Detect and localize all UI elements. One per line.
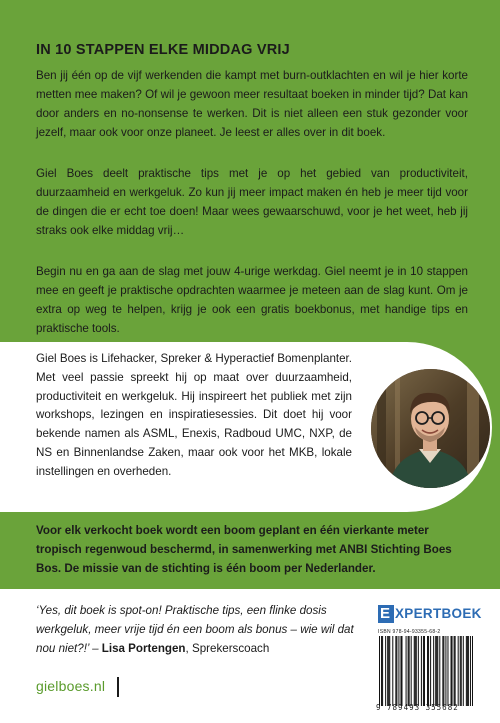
barcode-bar	[421, 636, 422, 706]
barcode-bar	[433, 636, 434, 706]
barcode-bar	[389, 636, 390, 706]
barcode-bar	[388, 636, 389, 706]
barcode-bar	[387, 636, 388, 706]
barcode-bar	[458, 636, 459, 706]
back-cover-title: IN 10 STAPPEN ELKE MIDDAG VRIJ	[36, 42, 290, 58]
barcode-bar	[408, 636, 409, 706]
barcode-bar	[401, 636, 402, 706]
barcode-bar	[452, 636, 453, 706]
author-tips-paragraph: Giel Boes deelt praktische tips met je op het gebied van productiviteit, duurzaamheid en werkgeluk. Zo kun jij meer impact maken én heb je meer tijd voor de dingen die er echt toe doen! Maar wees gewaarschuwd, voor je het weet, heb jij straks ook elke middag vrij…	[36, 167, 468, 237]
barcode-digits: 9 789493 355682	[376, 703, 459, 712]
author-bio-section	[0, 342, 500, 512]
barcode-bar	[423, 636, 424, 706]
barcode-bar	[451, 636, 452, 706]
publisher-logo-initial: E	[380, 605, 391, 622]
publisher-logo-text: XPERTBOEK	[395, 606, 482, 621]
barcode-bar	[398, 636, 399, 706]
barcode-bar	[447, 636, 448, 706]
barcode-bar	[382, 636, 383, 706]
barcode-bar	[400, 636, 401, 706]
isbn-barcode	[379, 636, 473, 706]
barcode-bar	[424, 636, 425, 706]
barcode-bar	[411, 636, 412, 706]
barcode-bar	[428, 636, 429, 706]
barcode-bar	[437, 636, 438, 706]
author-photo-illustration	[371, 369, 490, 488]
barcode-bar	[435, 636, 436, 706]
author-portrait	[371, 369, 490, 488]
barcode-bar	[463, 636, 464, 706]
barcode-bar	[414, 636, 415, 706]
barcode-bar	[427, 636, 428, 706]
barcode-bar	[460, 636, 461, 706]
website-link[interactable]: gielboes.nl	[36, 678, 106, 694]
isbn-label: ISBN 978-94-93355-68-2	[378, 629, 441, 635]
barcode-bar	[406, 636, 407, 706]
barcode-bar	[415, 636, 416, 706]
barcode-bar	[385, 636, 386, 706]
barcode-bar	[436, 636, 437, 706]
barcode-bar	[379, 636, 380, 706]
barcode-bar	[418, 636, 419, 706]
barcode-bar	[381, 636, 382, 706]
barcode-bar	[439, 636, 440, 706]
quote-text: ‘Yes, dit boek is spot-on! Praktische tips, een flinke dosis werkgeluk, meer vrije tijd én een boom als bonus – wie wil dat nou niet?!’ –	[36, 604, 354, 655]
call-to-action-paragraph: Begin nu en ga aan de slag met jouw 4-urige werkdag. Giel neemt je in 10 stappen mee en geeft je praktische opdrachten waarmee je meteen aan de slag kunt. Om je extra op weg te helpen, krijg je ook een gratis boekbonus, met handige tips en praktische tools.	[36, 265, 468, 335]
quote-author-role: , Sprekerscoach	[185, 642, 270, 655]
barcode-bar	[455, 636, 456, 706]
barcode-bar	[395, 636, 396, 706]
barcode-bar	[454, 636, 455, 706]
barcode-bar	[430, 636, 431, 706]
barcode-bar	[467, 636, 468, 706]
author-bio-card	[0, 342, 492, 512]
barcode-bar	[442, 636, 443, 706]
publisher-logo	[378, 605, 482, 623]
website-divider	[117, 677, 119, 697]
publisher-logo-box	[378, 605, 394, 623]
barcode-bar	[392, 636, 393, 706]
barcode-bar	[468, 636, 469, 706]
barcode-bar	[443, 636, 444, 706]
barcode-bar	[466, 636, 467, 706]
tree-mission-statement: Voor elk verkocht boek wordt een boom geplant en één vierkante meter tropisch regenwoud beschermd, in samenwerking met ANBI Stichting Boes Bos. De missie van de stichting is één boom per Nederlander.	[36, 524, 452, 575]
barcode-bar	[461, 636, 462, 706]
testimonial-quote	[36, 601, 356, 658]
barcode-bar	[409, 636, 410, 706]
barcode-bar	[470, 636, 471, 706]
intro-paragraph: Ben jij één op de vijf werkenden die kampt met burn-outklachten en wil je hier korte metten mee maken? Of wil je gewoon meer resultaat boeken in minder tijd? Dat kan door anders en no-nonsense te werken. Dit is niet alleen een stuk gezonder voor jezelf, maar ook voor onze planeet. Je leest er alles over in dit boek.	[36, 69, 468, 139]
quote-author: Lisa Portengen	[101, 642, 186, 655]
barcode-bar	[396, 636, 397, 706]
author-bio-text: Giel Boes is Lifehacker, Spreker & Hyperactief Bomenplanter. Met veel passie spreekt hij op maat over duurzaamheid, productiviteit en werkgeluk. Hij inspireert het publiek met zijn workshops, lezingen en inspiratiesessies. Dit doet hij voor bekende namen als ASML, Enexis, Radboud UMC, NXP, de NS en Binnenlandse Zaken, maar ook voor het MKB, lokale instellingen en overheden.	[36, 352, 352, 478]
barcode-bar	[416, 636, 417, 706]
barcode-bar	[445, 636, 446, 706]
barcode-bar	[472, 636, 473, 706]
